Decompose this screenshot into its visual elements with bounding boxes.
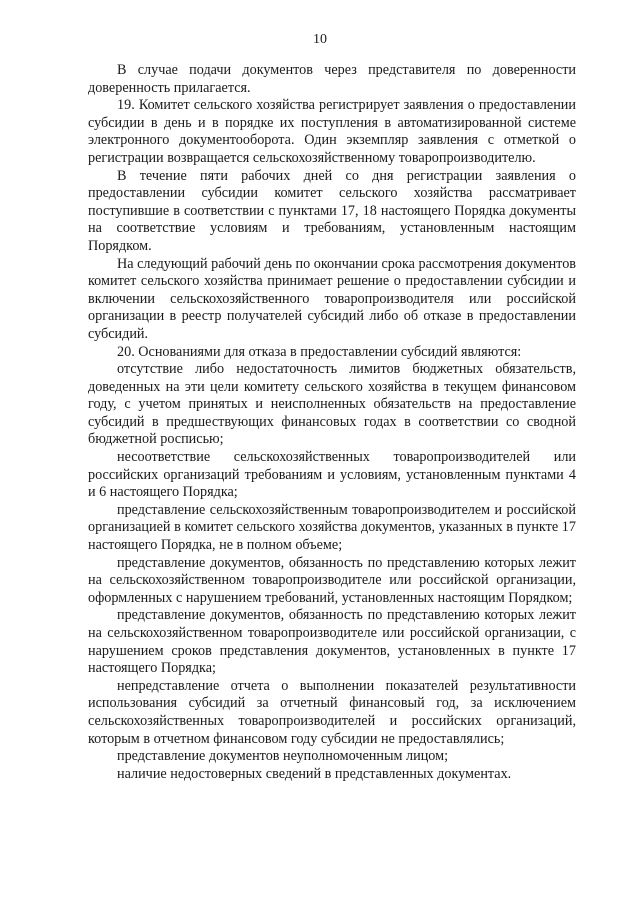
ground-budget-limits: отсутствие либо недостаточность лимитов бюджетных обязательств, доведенных на эти цели комитету сельского хозяйства в текущем финансовом году, с учетом принятых и неисполненных обязательств на предоставление субсидий в предшествующих финансовых годах в соответствии со сводной бюджетной росписью;	[88, 361, 576, 448]
ground-violated-requirements: представление документов, обязанность по представлению которых лежит на сельскохозяйственном товаропроизводителе или российской организации, оформленных с нарушением требований, установленных настоящим Порядком;	[88, 554, 576, 606]
ground-missing-report: непредставление отчета о выполнении показателей результативности использования субсидий за отчетный финансовый год, за исключением сельскохозяйственных товаропроизводителей и российских организаций, которым в отчетном финансовом году субсидии не предоставлялись;	[88, 677, 576, 747]
ground-missed-deadlines: представление документов, обязанность по представлению которых лежит на сельскохозяйственном товаропроизводителе или российской организации, с нарушением сроков представления документов, установленных в пункте 17 настоящего Порядка;	[88, 607, 576, 677]
paragraph-review-period: В течение пяти рабочих дней со дня регистрации заявления о предоставлении субсидии комитет сельского хозяйства рассматривает поступившие в соответствии с пунктами 17, 18 настоящего Порядка документы на соответствие условиям и требованиям, установленным настоящим Порядком.	[88, 167, 576, 254]
paragraph-power-of-attorney: В случае подачи документов через представителя по доверенности доверенность прилагается.	[88, 62, 576, 96]
paragraph-19-registration: 19. Комитет сельского хозяйства регистрирует заявления о предоставлении субсидии в день и в порядке их поступления в автоматизированной системе электронного документооборота. Один экземпляр заявления с отметкой о регистрации возвращается сельскохозяйственному товаропроизводителю.	[88, 97, 576, 166]
ground-nonconformity: несоответствие сельскохозяйственных товаропроизводителей или российских организаций требованиям и условиям, установленным пунктами 4 и 6 настоящего Порядка;	[88, 449, 576, 501]
ground-incomplete-documents: представление сельскохозяйственным товаропроизводителем и российской организацией в комитет сельского хозяйства документов, указанных в пункте 17 настоящего Порядка, не в полном объеме;	[88, 501, 576, 554]
document-body	[88, 62, 576, 783]
paragraph-decision: На следующий рабочий день по окончании срока рассмотрения документов комитет сельского хозяйства принимает решение о предоставлении субсидии и включении сельскохозяйственного товаропроизводителя или российской организации в реестр получателей субсидий либо об отказе в предоставлении субсидий.	[88, 255, 576, 342]
paragraph-20-refusal-grounds: 20. Основаниями для отказа в предоставлении субсидий являются:	[117, 343, 522, 360]
ground-false-information: наличие недостоверных сведений в представленных документах.	[117, 765, 512, 782]
ground-unauthorized-person: представление документов неуполномоченным лицом;	[117, 748, 449, 765]
page-number: 10	[313, 32, 327, 47]
